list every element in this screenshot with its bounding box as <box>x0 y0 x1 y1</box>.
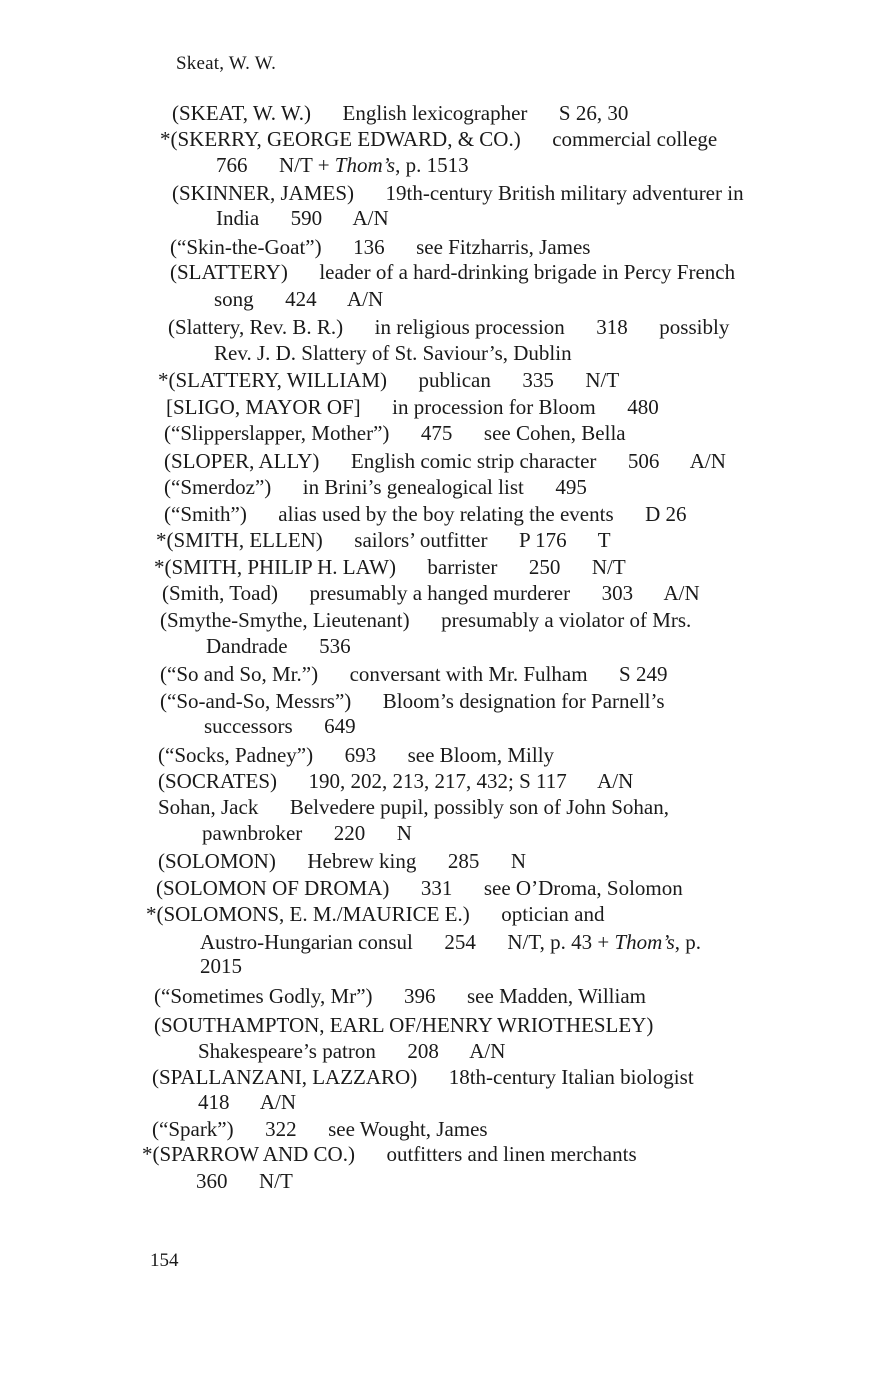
entry-line: successors 649 <box>204 714 356 738</box>
index-entry <box>160 607 691 633</box>
index-entry <box>164 448 726 474</box>
index-entry-continuation <box>200 929 701 955</box>
entry-line: (SKEAT, W. W.) English lexicographer S 26, 30 <box>172 101 629 125</box>
entry-line: (“Skin-the-Goat”) 136 see Fitzharris, James <box>170 235 591 259</box>
index-entry-continuation <box>216 205 389 231</box>
entry-line: (SOLOMON) Hebrew king 285 N <box>158 849 527 873</box>
index-entry <box>158 768 633 794</box>
entry-line: (“Slipperslapper, Mother”) 475 see Cohen, Bella <box>164 421 626 445</box>
entry-line: 360 N/T <box>196 1169 293 1193</box>
index-entry-continuation <box>214 340 572 366</box>
entry-line: pawnbroker 220 N <box>202 821 412 845</box>
entry-line: (“So and So, Mr.”) conversant with Mr. Fulham S 249 <box>160 662 668 686</box>
index-entry <box>142 1141 637 1167</box>
entry-line: *(SOLOMONS, E. M./MAURICE E.) optician and <box>146 902 605 926</box>
index-entry <box>164 420 626 446</box>
entry-line: (SOCRATES) 190, 202, 213, 217, 432; S 117 A/N <box>158 769 634 793</box>
entry-line: (“Smerdoz”) in Brini’s genealogical list 495 <box>164 475 587 499</box>
index-entry <box>164 474 587 500</box>
directory-title: Thom’s <box>614 930 675 954</box>
entry-line: 2015 <box>200 954 242 978</box>
entry-line: (“Sometimes Godly, Mr”) 396 see Madden, William <box>154 984 646 1008</box>
index-entry <box>158 794 669 820</box>
entry-line: Shakespeare’s patron 208 A/N <box>198 1039 506 1063</box>
index-entry-continuation <box>204 713 356 739</box>
index-entry <box>152 1064 694 1090</box>
index-entry <box>160 126 717 152</box>
index-entry <box>162 580 700 606</box>
index-entry <box>164 501 687 527</box>
index-entry-continuation <box>202 820 412 846</box>
index-entry <box>166 394 659 420</box>
index-entry <box>154 1012 653 1038</box>
directory-title: Thom’s <box>334 153 396 177</box>
index-entry-continuation <box>206 633 351 659</box>
entry-line: Sohan, Jack Belvedere pupil, possibly son of John Sohan, <box>158 795 669 819</box>
entry-line: *(SMITH, ELLEN) sailors’ outfitter P 176 T <box>156 528 611 552</box>
entry-line: (Slattery, Rev. B. R.) in religious procession 318 possibly <box>168 315 730 339</box>
index-entry <box>154 554 626 580</box>
index-entry <box>160 661 667 687</box>
entry-line: (“So-and-So, Messrs”) Bloom’s designation for Parnell’s <box>160 689 665 713</box>
entry-line: 418 A/N <box>198 1090 297 1114</box>
entry-line: (“Smith”) alias used by the boy relating the events D 26 <box>164 502 687 526</box>
index-entry <box>156 527 611 553</box>
entry-line: (SOLOMON OF DROMA) 331 see O’Droma, Solomon <box>156 876 683 900</box>
entry-line: *(SKERRY, GEORGE EDWARD, & CO.) commercial college <box>160 127 718 151</box>
index-entry <box>154 983 646 1009</box>
index-entry <box>158 742 554 768</box>
index-entry-continuation <box>216 152 469 178</box>
running-head: Skeat, W. W. <box>176 53 277 74</box>
entry-line: (SLATTERY) leader of a hard-drinking brigade in Percy French <box>170 260 736 284</box>
index-entry-continuation <box>198 1089 296 1115</box>
index-entry <box>146 901 604 927</box>
entry-line: (Smythe-Smythe, Lieutenant) presumably a violator of Mrs. <box>160 608 692 632</box>
index-entry <box>170 259 735 285</box>
index-entry <box>152 1116 488 1142</box>
index-entry <box>170 234 590 260</box>
index-entry <box>172 180 744 206</box>
entry-line: Austro-Hungarian consul 254 N/T, p. 43 + Thom’s, p. <box>200 930 702 954</box>
index-entry-continuation <box>214 286 383 312</box>
entry-line: India 590 A/N <box>216 206 389 230</box>
page-number: 154 <box>150 1250 179 1271</box>
index-entry <box>160 688 665 714</box>
index-entry <box>158 848 526 874</box>
entry-line: (SLOPER, ALLY) English comic strip character 506 A/N <box>164 449 726 473</box>
entry-line: *(SLATTERY, WILLIAM) publican 335 N/T <box>158 368 620 392</box>
index-entry-continuation <box>196 1168 293 1194</box>
index-entry <box>156 875 683 901</box>
entry-line: [SLIGO, MAYOR OF] in procession for Bloom 480 <box>166 395 659 419</box>
entry-line: Rev. J. D. Slattery of St. Saviour’s, Dublin <box>214 341 572 365</box>
entry-line: (“Socks, Padney”) 693 see Bloom, Milly <box>158 743 555 767</box>
entry-line: *(SMITH, PHILIP H. LAW) barrister 250 N/T <box>154 555 626 579</box>
entry-line: (SKINNER, JAMES) 19th-century British military adventurer in <box>172 181 744 205</box>
index-entry-continuation <box>200 953 242 979</box>
index-entry <box>158 367 619 393</box>
entry-line: *(SPARROW AND CO.) outfitters and linen merchants <box>142 1142 637 1166</box>
entry-line: 766 N/T + Thom’s, p. 1513 <box>216 153 469 177</box>
index-entry <box>172 100 628 126</box>
index-entry <box>168 314 729 340</box>
entry-line: Dandrade 536 <box>206 634 351 658</box>
entry-line: song 424 A/N <box>214 287 384 311</box>
entry-line: (Smith, Toad) presumably a hanged murderer 303 A/N <box>162 581 700 605</box>
entry-line: (SOUTHAMPTON, EARL OF/HENRY WRIOTHESLEY) <box>154 1013 654 1037</box>
index-entry-continuation <box>198 1038 505 1064</box>
entry-line: (“Spark”) 322 see Wought, James <box>152 1117 488 1141</box>
entry-line: (SPALLANZANI, LAZZARO) 18th-century Italian biologist <box>152 1065 694 1089</box>
